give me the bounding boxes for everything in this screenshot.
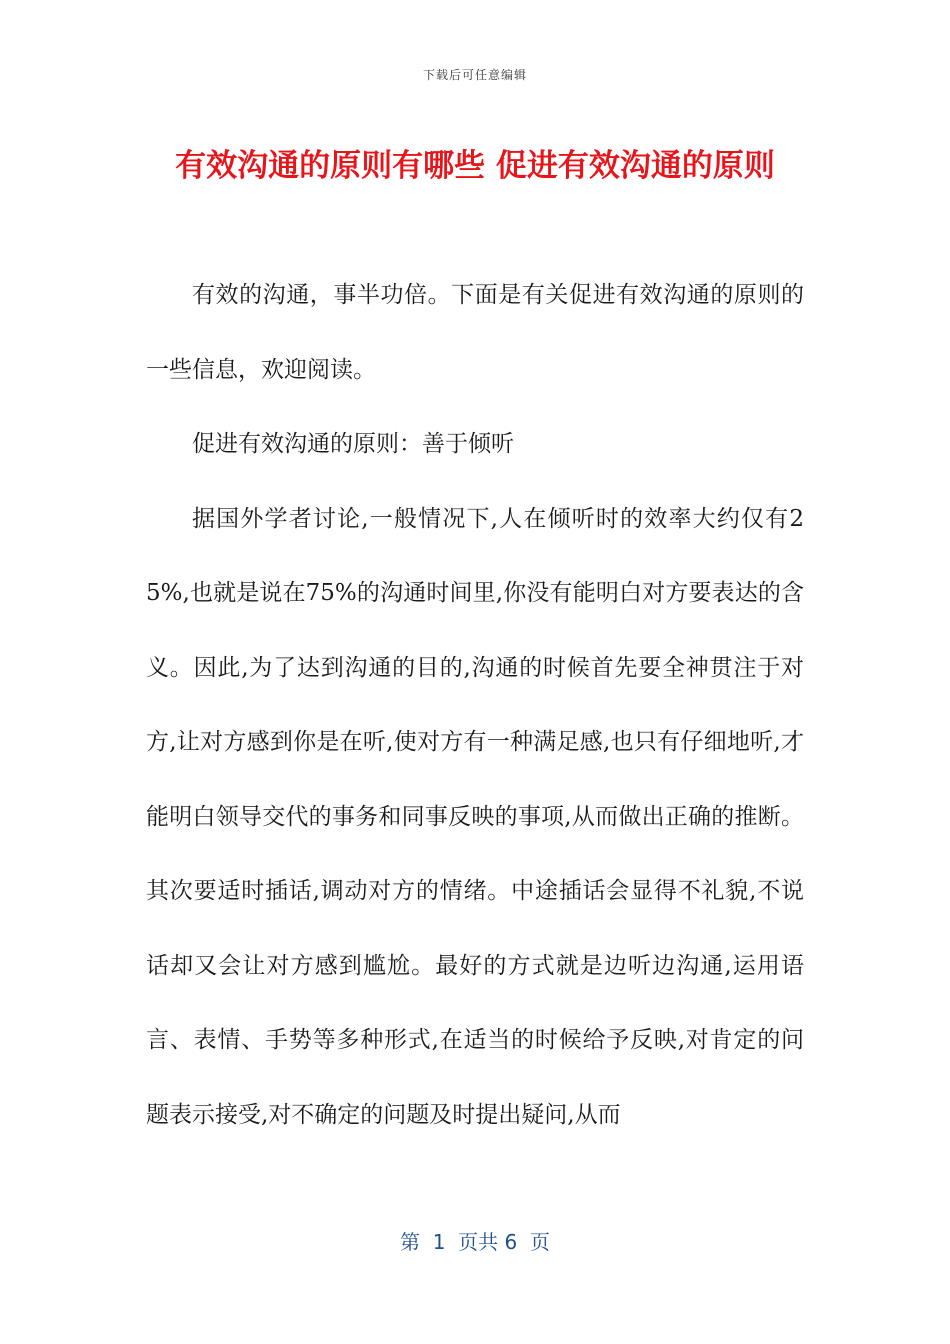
header-note: 下载后可任意编辑 xyxy=(422,68,527,82)
paragraph-intro: 有效的沟通，事半功倍。下面是有关促进有效沟通的原则的一些信息，欢迎阅读。 xyxy=(146,282,804,383)
document-title: 有效沟通的原则有哪些 促进有效沟通的原则 xyxy=(175,148,775,184)
page-number-footer: 第 1 页共 6 页 xyxy=(400,1230,550,1254)
document-body xyxy=(146,258,804,1152)
paragraph-section-heading: 促进有效沟通的原则：善于倾听 xyxy=(192,431,514,457)
paragraph-listening: 据国外学者讨论,一般情况下,人在倾听时的效率大约仅有25%,也就是说在75%的沟通时间里,你没有能明白对方要表达的含义。因此,为了达到沟通的目的,沟通的时候首先要全神贯注于对方,让对方感到你是在听,使对方有一种满足感,也只有仔细地听,才能明白领导交代的事务和同事反映的事项,从而做出正确的推断。其次要适时插话,调动对方的情绪。中途插话会显得不礼貌,不说话却又会让对方感到尴尬。最好的方式就是边听边沟通,运用语言、表情、手势等多种形式,在适当的时候给予反映,对肯定的问题表示接受,对不确定的问题及时提出疑问,从而 xyxy=(146,505,804,1128)
